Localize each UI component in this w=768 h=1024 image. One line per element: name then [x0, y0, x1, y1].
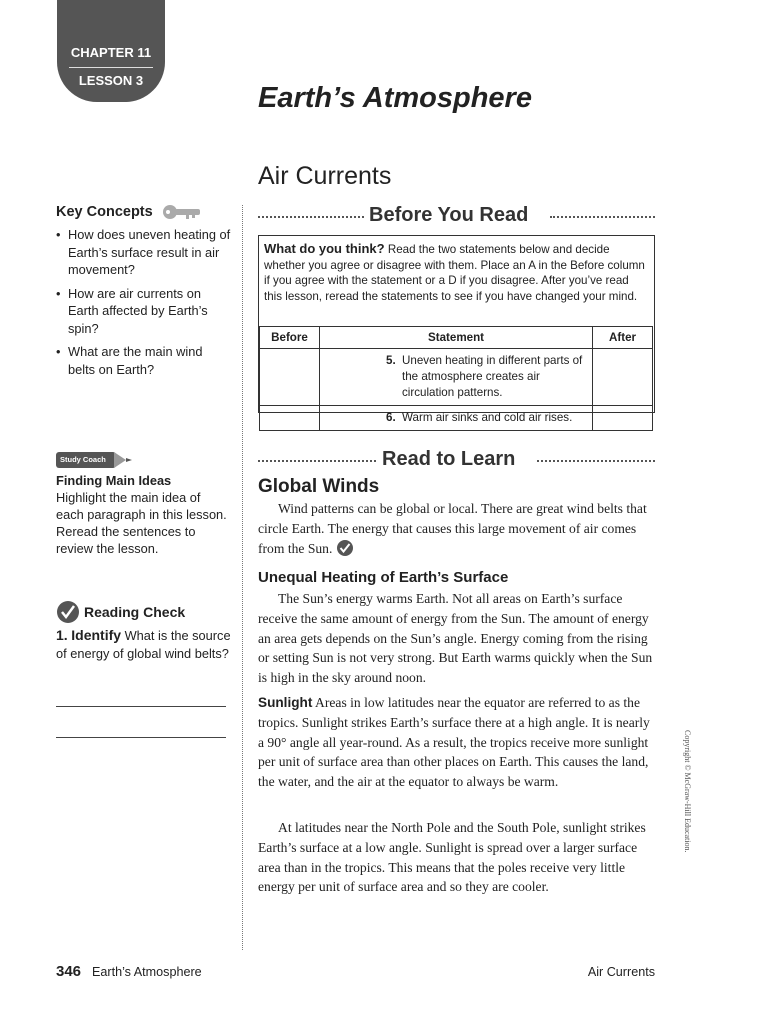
- intro-paragraph: [258, 499, 656, 558]
- table-row: [260, 406, 653, 431]
- reading-check-question: [56, 627, 231, 662]
- key-concept-item: • How does uneven heating of Earth’s surface result in air movement?: [56, 226, 231, 279]
- banner-dots: [258, 460, 376, 462]
- finding-main-ideas-title: Finding Main Ideas: [56, 473, 172, 488]
- before-cell[interactable]: [260, 406, 320, 431]
- statement-number: 6.: [386, 411, 396, 424]
- banner-title: Before You Read: [369, 204, 529, 226]
- after-cell[interactable]: [593, 349, 653, 406]
- question-text: What is the source of energy of global wind belts?: [56, 628, 231, 661]
- after-cell[interactable]: [593, 406, 653, 431]
- heading-global-winds: Global Winds: [258, 476, 380, 497]
- statement-text: Uneven heating in different parts of the atmosphere creates air circulation patterns.: [402, 354, 583, 399]
- run-in-heading: Sunlight: [258, 695, 313, 710]
- lesson-label: LESSON 3: [78, 73, 144, 88]
- sunlight-paragraph: [258, 693, 656, 792]
- tab-divider: [69, 67, 153, 68]
- banner-dots: [550, 216, 655, 218]
- table-row: [260, 349, 653, 406]
- before-cell[interactable]: [260, 349, 320, 406]
- question-number: 1.: [56, 627, 68, 643]
- statement-table: [259, 326, 653, 431]
- answer-line[interactable]: [56, 706, 226, 707]
- footer-book-title: Earth’s Atmosphere: [92, 965, 202, 979]
- study-coach-badge: Study Coach: [56, 452, 116, 468]
- arrow-right-icon: [114, 452, 134, 468]
- footer-section-title: Air Currents: [587, 965, 655, 979]
- section-title: Air Currents: [258, 162, 392, 190]
- intro-text: Wind patterns can be global or local. There are great wind belts that circle Earth. The energy that causes this large movement of air comes from the Sun.: [258, 501, 647, 556]
- page-number: 346: [56, 963, 82, 980]
- check-icon: [336, 539, 354, 557]
- column-header-after: After: [593, 327, 653, 349]
- key-concept-item: • How are air currents on Earth affected by Earth’s spin?: [56, 285, 231, 338]
- statement-cell: [320, 349, 593, 406]
- banner-title: Read to Learn: [382, 448, 516, 470]
- statement-text: Warm air sinks and cold air rises.: [402, 411, 573, 424]
- statement-number: 5.: [386, 354, 396, 367]
- read-to-learn-banner: [258, 448, 655, 472]
- paragraph: At latitudes near the North Pole and the South Pole, sunlight strikes Earth’s surface at a low angle. Sunlight is spread over a larger surface area than in the tropics. This means that the poles receive very little energy per unit of surface area and so they are cooler.: [258, 820, 646, 895]
- finding-main-ideas-text: Highlight the main idea of each paragraph in this lesson. Reread the sentences to review the lesson.: [56, 490, 227, 556]
- column-divider: [242, 205, 243, 950]
- chapter-label: CHAPTER 11: [70, 45, 152, 60]
- question-verb: Identify: [71, 627, 122, 643]
- key-concept-item: • What are the main wind belts on Earth?: [56, 343, 231, 378]
- instructions-text: Read the two statements below and decide whether you agree or disagree with them. Place an A in the Before column if you agree with the statement or a D if you disagree. After you’ve read this lesson, reread the statements to see if you have changed your mind.: [264, 243, 645, 304]
- copyright-notice: Copyright © McGraw-Hill Education.: [683, 730, 692, 853]
- chapter-tab: [57, 0, 165, 102]
- key-concepts-list: [56, 226, 231, 384]
- sunlight-text: Areas in low latitudes near the equator are referred to as the tropics. Sunlight strikes Earth’s surface there at a high angle. It is nearly a 90° angle all year-round. As a result, the tropics receive more sunlight per unit of surface area than other places on Earth. This causes the land, the water, and the air at the equator to always be warm.: [258, 695, 650, 790]
- statement-cell: [320, 406, 593, 431]
- what-do-you-think-box: [258, 235, 655, 424]
- instructions: [264, 241, 649, 305]
- key-concepts-title: Key Concepts: [56, 204, 153, 220]
- banner-dots: [258, 216, 364, 218]
- before-you-read-banner: [258, 204, 655, 228]
- lead-in: What do you think?: [264, 241, 385, 256]
- subheading-unequal-heating: Unequal Heating of Earth’s Surface: [258, 569, 509, 586]
- column-header-before: Before: [260, 327, 320, 349]
- key-icon: [162, 203, 202, 221]
- check-icon: [56, 600, 80, 624]
- reading-check-title: Reading Check: [84, 604, 186, 620]
- column-header-statement: Statement: [320, 327, 593, 349]
- banner-dots: [537, 460, 655, 462]
- paragraph: The Sun’s energy warms Earth. Not all areas on Earth’s surface receive the same amount of energy from the Sun. The amount of energy an area gets depends on the Sun’s angle. Energy coming from the rising or setting Sun is not very strong. But Earth warms quickly when the Sun is high in the sky around noon.: [258, 591, 653, 686]
- answer-line[interactable]: [56, 737, 226, 738]
- page-title: Earth’s Atmosphere: [258, 82, 532, 114]
